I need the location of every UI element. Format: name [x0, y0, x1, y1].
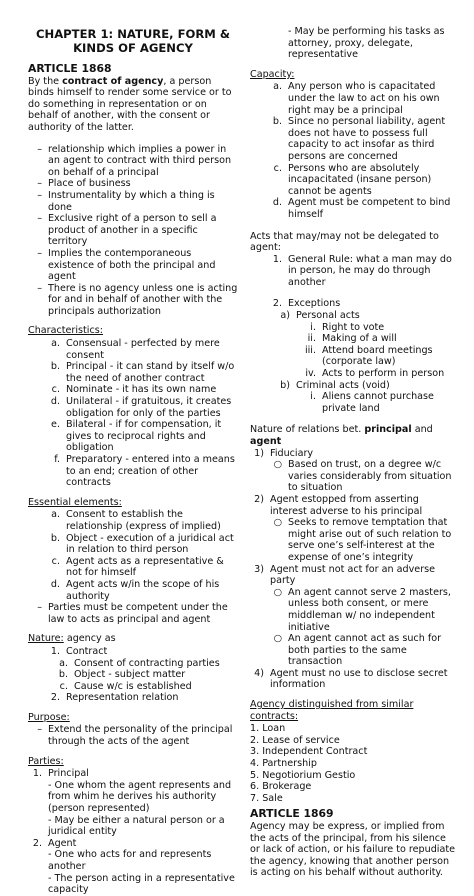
list-item [28, 556, 238, 579]
list-item [250, 345, 456, 368]
list-marker: d. [272, 197, 282, 209]
paragraph: 1. Loan [250, 723, 286, 735]
list-item [28, 669, 238, 681]
list-item [28, 692, 238, 704]
list-text: Attend board meetings (corporate law) [322, 344, 433, 368]
list-item [28, 681, 238, 693]
list-marker: – [37, 247, 42, 259]
list-item [28, 338, 238, 361]
list-item [250, 81, 456, 116]
list-text: Acts to perform in person [322, 368, 445, 380]
list-text: - The person acting in a representative capacity [48, 872, 235, 896]
paragraph: 6. Brokerage [250, 781, 312, 793]
list-text: Seeks to remove temptation that might arise out of such relation to serve one’s self-interest at the expense of one’s integrity [288, 517, 452, 563]
list-item [250, 310, 456, 322]
list-marker: 2. [272, 298, 282, 310]
text-run: agency as [63, 633, 116, 645]
spacer [250, 221, 456, 231]
list-marker: d. [50, 396, 60, 408]
chapter-title: CHAPTER 1: NATURE, FORM & KINDS OF AGENCY [36, 27, 230, 55]
list-marker: d. [50, 578, 60, 590]
list-item [250, 197, 456, 220]
list-marker: ii. [307, 333, 316, 345]
paragraph: 5. Negotiorium Gestio [250, 769, 356, 781]
list-marker: iii. [304, 344, 316, 356]
list-item [250, 322, 456, 334]
list-marker: ○ [273, 633, 282, 645]
list-marker: a. [59, 657, 68, 669]
list-text: Place of business [48, 178, 131, 190]
list-item [250, 254, 456, 289]
list-marker: 1. [32, 768, 42, 780]
list-text: Contract [66, 645, 108, 657]
list-marker [28, 815, 48, 838]
bold-term: agent [250, 436, 282, 447]
list-text: relationship which implies a power in an agent to contract with third person on behalf of a principal [48, 143, 232, 178]
right-column [250, 26, 456, 879]
list-item [250, 587, 456, 633]
list-marker [28, 780, 48, 815]
list-marker: – [37, 724, 42, 736]
list-item [250, 163, 456, 198]
list-marker: 2. [50, 692, 60, 704]
list-text: Preparatory - entered into a means to an end; creation of other contracts [66, 454, 235, 489]
list-text: An agent cannot act as such for both parties to the same transaction [288, 633, 442, 668]
list-text: Representation relation [66, 692, 179, 704]
list-item [250, 26, 456, 61]
section-heading: Parties: [28, 755, 64, 767]
list-marker [28, 849, 48, 872]
list-item [28, 646, 238, 658]
list-marker: 3) [254, 563, 264, 575]
list-item [250, 448, 456, 460]
text-run: Nature: [28, 633, 64, 645]
list-item [28, 768, 238, 780]
list-marker: – [37, 178, 42, 190]
spacer [250, 288, 456, 298]
list-marker: c. [51, 555, 60, 567]
section-heading: Essential elements: [28, 496, 122, 508]
list-text: Making of a will [322, 333, 397, 345]
list-text: Criminal acts (void) [296, 379, 390, 391]
list-marker: c. [51, 384, 60, 396]
list-item [28, 396, 238, 419]
list-item [28, 849, 238, 872]
list-text: Implies the contemporaneous existence of both the principal and agent [48, 247, 216, 283]
list-marker [28, 873, 48, 896]
spacer [28, 134, 238, 144]
list-item [28, 602, 238, 625]
article-heading: ARTICLE 1869 [250, 807, 334, 821]
list-text: Agent acts w/in the scope of his authority [66, 578, 220, 602]
list-text: Cause w/c is established [74, 680, 192, 692]
left-column [28, 28, 238, 896]
list-marker: a. [273, 81, 282, 93]
list-marker: – [37, 143, 42, 155]
list-text: Agent must be competent to bind himself [288, 197, 451, 220]
rich-paragraph [28, 633, 238, 645]
list-item [28, 248, 238, 283]
list-marker: – [37, 189, 42, 201]
list-text: Bilateral - if for compensation, it gives to reciprocal rights and obligation [66, 419, 222, 454]
list-item [28, 190, 238, 213]
list-marker: – [37, 282, 42, 294]
list-marker: 2. [32, 837, 42, 849]
list-marker: ○ [273, 586, 282, 598]
paragraph: 3. Independent Contract [250, 746, 368, 758]
bold-term: principal [364, 424, 412, 436]
list-marker: e. [51, 419, 60, 431]
list-marker [250, 26, 288, 61]
section-heading: Purpose: [28, 711, 70, 723]
list-marker: a. [51, 509, 60, 521]
list-item [250, 564, 456, 587]
list-text: Unilateral - if gratuitous, it creates obligation for only of the parties [66, 396, 232, 419]
paragraph: 4. Partnership [250, 758, 317, 770]
article-heading: ARTICLE 1868 [28, 62, 112, 75]
text-run: and [411, 424, 433, 436]
list-item [28, 724, 238, 747]
list-text: An agent cannot serve 2 masters, unless both consent, or mere middleman w/ no independent initiative [288, 586, 451, 633]
list-marker: – [37, 213, 42, 225]
list-marker: 2) [254, 493, 264, 505]
paragraph: Agency may be express, or implied from the acts of the principal, from his silence or lack of action, or his failure to repudiate the agency, knowing that another person is acting on his behalf without authority. [250, 821, 456, 879]
list-item [250, 459, 456, 494]
list-marker: b. [50, 532, 60, 544]
list-text: - May be performing his tasks as attorney, proxy, delegate, representative [288, 26, 445, 61]
paragraph: 2. Lease of service [250, 734, 340, 746]
list-item [28, 361, 238, 384]
list-item [28, 454, 238, 489]
list-item [250, 116, 456, 162]
list-item [28, 419, 238, 454]
list-item [250, 517, 456, 563]
section-heading: Characteristics: [28, 325, 103, 337]
list-text: Agent acts as a representative & not for himself [66, 555, 224, 579]
bold-term: contract of agency [62, 75, 164, 87]
list-text: Fiduciary [270, 447, 314, 459]
list-item [28, 384, 238, 396]
list-item [250, 298, 456, 310]
list-item [250, 391, 456, 414]
list-text: Extend the personality of the principal through the acts of the agent [48, 724, 233, 748]
list-marker: b) [280, 379, 290, 391]
list-text: Persons who are absolutely incapacitated (insane person) cannot be agents [288, 162, 432, 197]
list-item [250, 633, 456, 668]
list-text: Based on trust, on a degree w/c varies considerably from situation to situation [288, 459, 452, 494]
list-text: Object - execution of a juridical act in relation to third person [66, 532, 234, 556]
list-marker: ○ [273, 459, 282, 471]
list-text: Personal acts [296, 310, 360, 322]
list-text: General Rule: what a man may do in person, he may do through another [288, 253, 452, 288]
paragraph: 7. Sale [250, 792, 283, 804]
rich-paragraph [250, 424, 456, 447]
list-item [28, 579, 238, 602]
list-marker: c. [273, 162, 282, 174]
list-item [28, 213, 238, 248]
list-text: Agent estopped from asserting interest adverse to his principal [270, 493, 423, 517]
list-marker: a. [51, 338, 60, 350]
list-marker: iv. [305, 368, 316, 380]
list-text: - May be either a natural person or a juridical entity [48, 814, 225, 838]
list-text: Principal - it can stand by itself w/o the need of another contract [66, 361, 235, 384]
list-marker: i. [310, 321, 316, 333]
list-text: There is no agency unless one is acting for and in behalf of another with the principals authorization [48, 282, 238, 317]
list-item [28, 283, 238, 318]
list-marker: a) [280, 310, 290, 322]
text-run: Nature of relations bet. [250, 424, 365, 436]
list-text: Right to vote [322, 321, 385, 333]
list-item [28, 144, 238, 179]
list-text: Nominate - it has its own name [66, 384, 217, 396]
list-item [250, 668, 456, 691]
text-run: By the [28, 75, 63, 87]
list-marker: i. [310, 391, 316, 403]
list-item [28, 658, 238, 670]
list-item [250, 368, 456, 380]
list-text: Object - subject matter [74, 669, 186, 681]
list-marker: – [37, 602, 42, 614]
list-marker: f. [54, 454, 60, 465]
rich-paragraph [28, 76, 238, 134]
list-item [28, 838, 238, 850]
list-text: Any person who is capacitated under the law to act on his own right may be a principal [288, 81, 440, 116]
list-text: Consent to establish the relationship (express of implied) [66, 509, 221, 532]
list-item [28, 780, 238, 815]
section-heading: Capacity: [250, 68, 295, 80]
list-text: - One whom the agent represents and from whim he derives his authority (person represented) [48, 779, 232, 815]
paragraph: Acts that may/may not be delegated to agent: [250, 230, 439, 254]
list-marker: 4) [254, 667, 264, 679]
list-item [28, 873, 238, 896]
list-text: - One who acts for and represents another [48, 849, 212, 872]
list-marker: 1. [50, 645, 60, 657]
section-heading: Agency distinguished from similar contracts: [250, 699, 414, 722]
list-marker: b. [272, 116, 282, 128]
list-marker: b. [50, 361, 60, 373]
list-marker: ○ [273, 517, 282, 529]
list-item [250, 380, 456, 392]
list-marker: c. [59, 680, 68, 692]
list-text: Exceptions [288, 298, 341, 310]
list-marker: 1) [254, 447, 264, 459]
list-item [250, 333, 456, 345]
list-text: Agent [48, 837, 77, 849]
spacer [250, 414, 456, 424]
list-marker: 1. [272, 253, 282, 265]
list-item [28, 815, 238, 838]
list-text: Consent of contracting parties [74, 657, 220, 669]
list-text: Agent must no use to disclose secret information [270, 667, 448, 691]
list-text: Instrumentality by which a thing is done [48, 189, 215, 213]
list-item [28, 509, 238, 532]
list-marker: b. [58, 669, 68, 681]
list-text: Principal [48, 768, 89, 780]
list-text: Exclusive right of a person to sell a product of another in a specific territory [48, 213, 217, 248]
list-text: Aliens cannot purchase private land [322, 391, 434, 414]
list-text: Since no personal liability, agent does not have to possess full capacity to act insofar as third persons are concerned [288, 116, 446, 162]
text-run: , a person binds himself to render some service or to do something in representation or on behalf of another, with the consent or authority of the latter. [28, 75, 232, 133]
list-item [28, 178, 238, 190]
list-text: Consensual - perfected by mere consent [66, 338, 220, 361]
list-text: Parties must be competent under the law to acts as principal and agent [48, 602, 228, 625]
list-item [250, 494, 456, 517]
list-item [28, 533, 238, 556]
list-text: Agent must not act for an adverse party [270, 563, 436, 587]
